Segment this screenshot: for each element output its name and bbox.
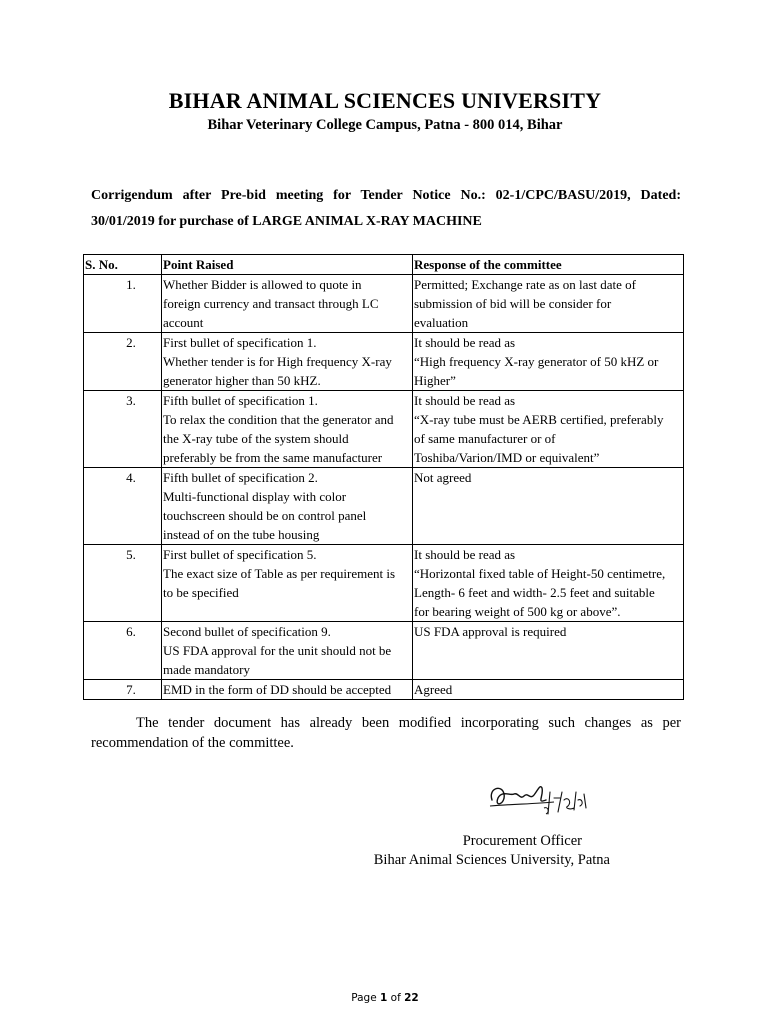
point-line: The exact size of Table as per requirement is xyxy=(163,566,396,581)
table-row xyxy=(84,545,684,622)
page-current: 1 xyxy=(380,992,388,1004)
header-response: Response of the committee xyxy=(413,255,684,275)
response-line: “X-ray tube must be AERB certified, preferably xyxy=(414,412,664,427)
response-line: “Horizontal fixed table of Height-50 centimetre, xyxy=(414,566,666,581)
page-of: of xyxy=(390,992,401,1004)
point-line: Second bullet of specification 9. xyxy=(163,624,331,639)
point-line: First bullet of specification 1. xyxy=(163,335,317,350)
point-line: First bullet of specification 5. xyxy=(163,547,317,562)
table-row xyxy=(84,680,684,700)
row-sno: 1. xyxy=(84,275,162,333)
response-line: Higher” xyxy=(414,373,456,388)
response-line: Toshiba/Varion/IMD or equivalent” xyxy=(414,450,600,465)
response-line: It should be read as xyxy=(414,393,516,408)
row-response xyxy=(413,680,684,700)
page-total: 22 xyxy=(404,992,419,1004)
corrigendum-heading xyxy=(91,183,681,235)
point-line: Whether Bidder is allowed to quote in xyxy=(163,277,362,292)
table-row xyxy=(84,333,684,391)
point-line: to be specified xyxy=(163,585,239,600)
row-response xyxy=(413,545,684,622)
row-sno: 4. xyxy=(84,468,162,545)
response-line: Length- 6 feet and width- 2.5 feet and suitable xyxy=(414,585,655,600)
row-sno: 2. xyxy=(84,333,162,391)
table-header-row xyxy=(84,255,684,275)
point-line: US FDA approval for the unit should not be xyxy=(163,643,392,658)
row-sno: 3. xyxy=(84,391,162,468)
point-line: generator higher than 50 kHZ. xyxy=(163,373,321,388)
point-line: EMD in the form of DD should be accepted xyxy=(163,682,392,697)
row-point-raised xyxy=(162,468,413,545)
point-line: preferably be from the same manufacturer xyxy=(163,450,383,465)
row-response xyxy=(413,468,684,545)
point-line: foreign currency and transact through LC xyxy=(163,296,379,311)
officer-organization: Bihar Animal Sciences University, Patna xyxy=(373,852,610,868)
point-line: Fifth bullet of specification 2. xyxy=(163,470,318,485)
row-point-raised xyxy=(162,333,413,391)
pre-bid-points-table xyxy=(83,254,684,700)
row-response xyxy=(413,275,684,333)
point-line: Whether tender is for High frequency X-ray xyxy=(163,354,392,369)
row-point-raised xyxy=(162,275,413,333)
response-line: Not agreed xyxy=(414,470,472,485)
response-line: It should be read as xyxy=(414,547,516,562)
row-sno: 6. xyxy=(84,622,162,680)
table-row xyxy=(84,275,684,333)
response-line: US FDA approval is required xyxy=(414,624,567,639)
response-line: of same manufacturer or of xyxy=(414,431,556,446)
table-row xyxy=(84,391,684,468)
signature-block xyxy=(360,832,610,870)
table-row xyxy=(84,622,684,680)
row-point-raised xyxy=(162,391,413,468)
corrigendum-line-2: 30/01/2019 for purchase of LARGE ANIMAL X-RAY MACHINE xyxy=(91,214,482,229)
point-line: account xyxy=(163,315,204,330)
row-sno: 5. xyxy=(84,545,162,622)
row-point-raised xyxy=(162,622,413,680)
closing-line-1: The tender document has already been modified incorporating such changes as per xyxy=(136,715,681,731)
header-point-raised: Point Raised xyxy=(162,255,413,275)
university-address: Bihar Veterinary College Campus, Patna - 800 014, Bihar xyxy=(207,117,563,133)
closing-paragraph xyxy=(91,713,681,753)
response-line: “High frequency X-ray generator of 50 kHZ or xyxy=(414,354,659,369)
closing-line-2: recommendation of the committee. xyxy=(91,735,294,751)
row-sno: 7. xyxy=(84,680,162,700)
response-line: evaluation xyxy=(414,315,469,330)
point-line: Multi-functional display with color xyxy=(163,489,347,504)
row-point-raised xyxy=(162,545,413,622)
table-row xyxy=(84,468,684,545)
page-prefix: Page xyxy=(351,992,377,1004)
response-line: Permitted; Exchange rate as on last date of xyxy=(414,277,637,292)
header-sno: S. No. xyxy=(84,255,162,275)
point-line: made mandatory xyxy=(163,662,250,677)
handwritten-signature xyxy=(484,778,594,824)
university-title: BIHAR ANIMAL SCIENCES UNIVERSITY xyxy=(168,88,602,113)
page-number xyxy=(0,992,770,1004)
table-body xyxy=(84,275,684,700)
response-line: It should be read as xyxy=(414,335,516,350)
point-line: instead of on the tube housing xyxy=(163,527,320,542)
point-line: Fifth bullet of specification 1. xyxy=(163,393,318,408)
response-line: submission of bid will be consider for xyxy=(414,296,612,311)
response-line: for bearing weight of 500 kg or above”. xyxy=(414,604,621,619)
response-line: Agreed xyxy=(414,682,453,697)
point-line: the X-ray tube of the system should xyxy=(163,431,349,446)
point-line: touchscreen should be on control panel xyxy=(163,508,367,523)
point-line: To relax the condition that the generator and xyxy=(163,412,394,427)
row-response xyxy=(413,333,684,391)
row-response xyxy=(413,622,684,680)
row-point-raised xyxy=(162,680,413,700)
row-response xyxy=(413,391,684,468)
officer-designation: Procurement Officer xyxy=(462,833,582,849)
corrigendum-line-1: Corrigendum after Pre-bid meeting for Tender Notice No.: 02-1/CPC/BASU/2019, Dated: xyxy=(91,188,681,203)
